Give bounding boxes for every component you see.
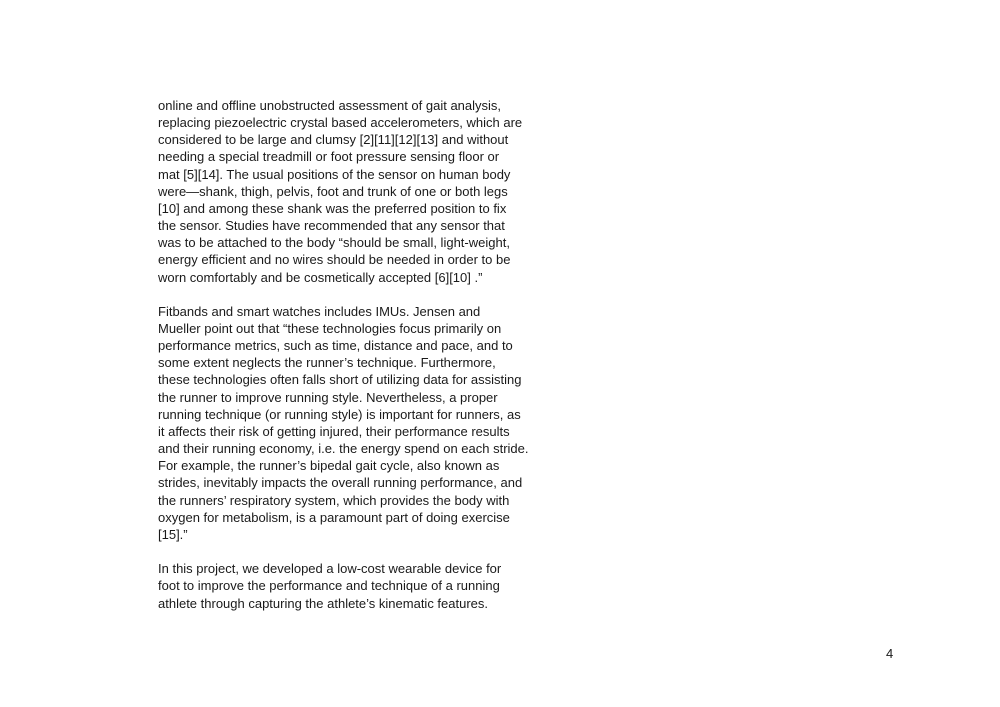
text-line: some extent neglects the runner’s technique. Furthermore,	[158, 355, 496, 371]
text-line: In this project, we developed a low-cost wearable device for	[158, 561, 502, 577]
text-line: worn comfortably and be cosmetically accepted [6][10] .”	[158, 269, 483, 285]
text-line: strides, inevitably impacts the overall running performance, and	[158, 475, 523, 491]
text-line: foot to improve the performance and technique of a running	[158, 578, 500, 594]
text-line: running technique (or running style) is important for runners, as	[158, 406, 521, 422]
paragraph-spacer	[158, 286, 533, 303]
text-line: were—shank, thigh, pelvis, foot and trunk of one or both legs	[158, 183, 508, 199]
page-number: 4	[886, 646, 894, 661]
text-line: oxygen for metabolism, is a paramount part of doing exercise	[158, 509, 510, 525]
text-line: considered to be large and clumsy [2][11][12][13] and without	[158, 132, 509, 148]
text-line: Mueller point out that “these technologies focus primarily on	[158, 321, 502, 337]
paragraph-1	[158, 97, 533, 286]
text-line: the sensor. Studies have recommended that any sensor that	[158, 218, 505, 234]
text-line: needing a special treadmill or foot pressure sensing floor or	[158, 149, 500, 165]
body-text	[158, 97, 533, 612]
text-line: [15].”	[158, 526, 188, 542]
text-line: performance metrics, such as time, distance and pace, and to	[158, 338, 513, 354]
text-line: was to be attached to the body “should be small, light-weight,	[158, 235, 510, 251]
text-line: replacing piezoelectric crystal based accelerometers, which are	[158, 115, 523, 131]
text-line: energy efficient and no wires should be needed in order to be	[158, 252, 511, 268]
text-line: mat [5][14]. The usual positions of the sensor on human body	[158, 166, 511, 182]
text-line: the runner to improve running style. Nevertheless, a proper	[158, 389, 498, 405]
text-line: it affects their risk of getting injured, their performance results	[158, 423, 510, 439]
paragraph-2	[158, 303, 533, 543]
paragraph-3	[158, 560, 533, 611]
text-line: Fitbands and smart watches includes IMUs. Jensen and	[158, 303, 481, 319]
text-line: the runners’ respiratory system, which provides the body with	[158, 492, 510, 508]
text-line: athlete through capturing the athlete’s kinematic features.	[158, 595, 489, 611]
text-line: these technologies often falls short of utilizing data for assisting	[158, 372, 522, 388]
paragraph-spacer	[158, 543, 533, 560]
text-line: and their running economy, i.e. the energy spend on each stride.	[158, 441, 529, 457]
text-line: For example, the runner’s bipedal gait cycle, also known as	[158, 458, 500, 474]
text-line: online and offline unobstructed assessment of gait analysis,	[158, 98, 502, 113]
text-line: [10] and among these shank was the preferred position to fix	[158, 200, 507, 216]
